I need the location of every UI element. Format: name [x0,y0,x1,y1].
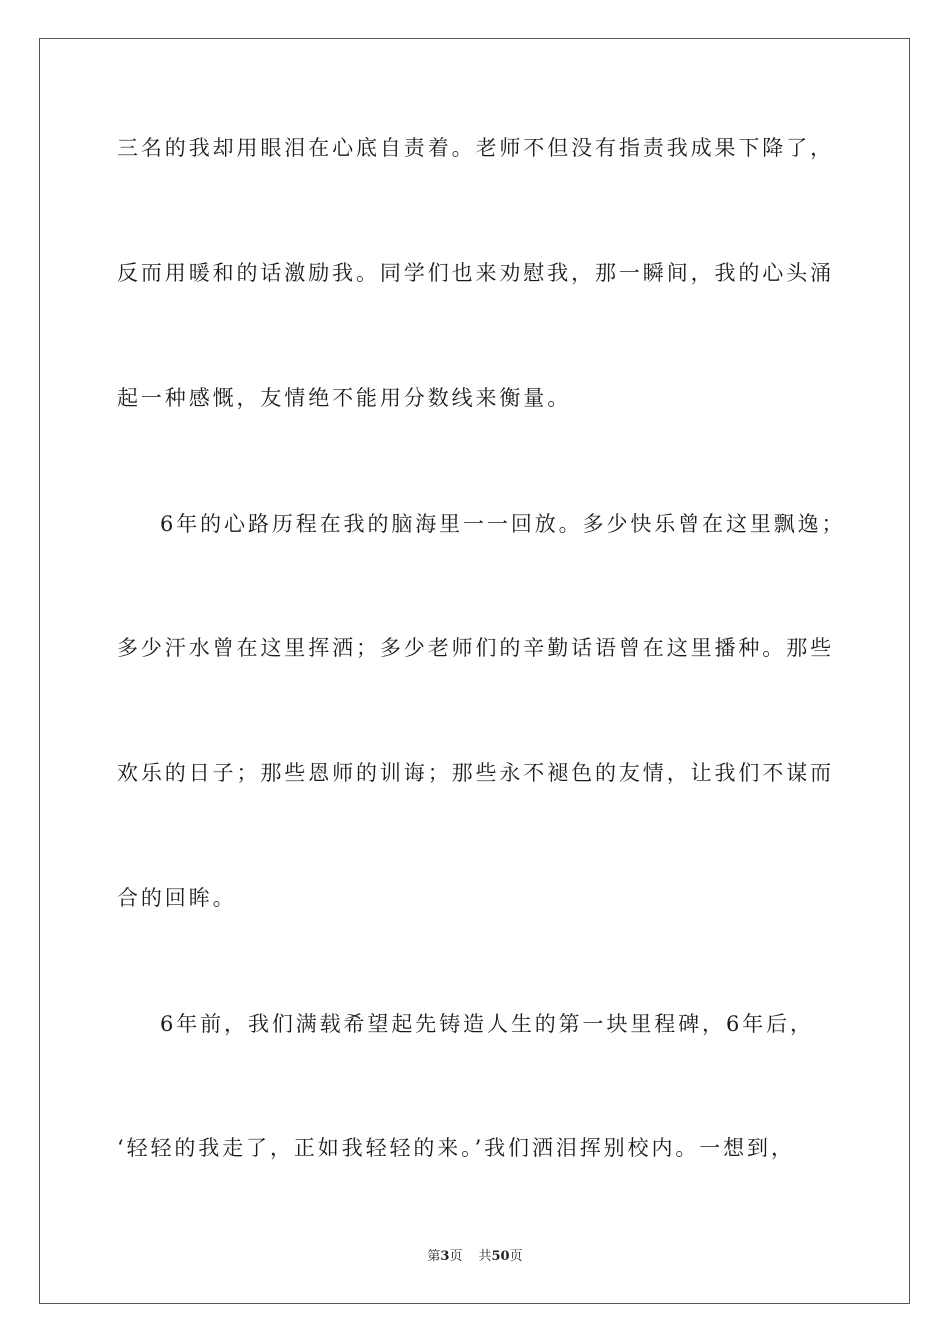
text-line-1: 三名的我却用眼泪在心底自责着。老师不但没有指责我成果下降了， [117,136,834,160]
text-line-8: 6年前，我们满载希望起先铸造人生的第一块里程碑，6年后， [160,1012,814,1036]
text-line-2: 反而用暖和的话激励我。同学们也来劝慰我，那一瞬间，我的心头涌 [117,261,834,285]
text-line-7: 合的回眸。 [117,886,237,910]
total-pages: 50 [491,1249,510,1264]
text-line-9: ‘轻轻的我走了，正如我轻轻的来。’我们洒泪挥别校内。一想到， [117,1136,795,1160]
page-number: 3 [440,1249,450,1264]
page-frame [39,38,910,1304]
total-prefix: 共 [478,1249,492,1264]
text-line-6: 欢乐的日子；那些恩师的训诲；那些永不褪色的友情，让我们不谋而 [117,761,834,785]
page-footer [0,1248,950,1266]
page-suffix: 页 [449,1249,463,1264]
text-line-3: 起一种感慨，友情绝不能用分数线来衡量。 [117,386,572,410]
total-suffix: 页 [509,1249,523,1264]
page-prefix: 第 [427,1249,441,1264]
text-line-4: 6年的心路历程在我的脑海里一一回放。多少快乐曾在这里飘逸； [160,512,846,536]
text-line-5: 多少汗水曾在这里挥洒；多少老师们的辛勤话语曾在这里播种。那些 [117,636,834,660]
